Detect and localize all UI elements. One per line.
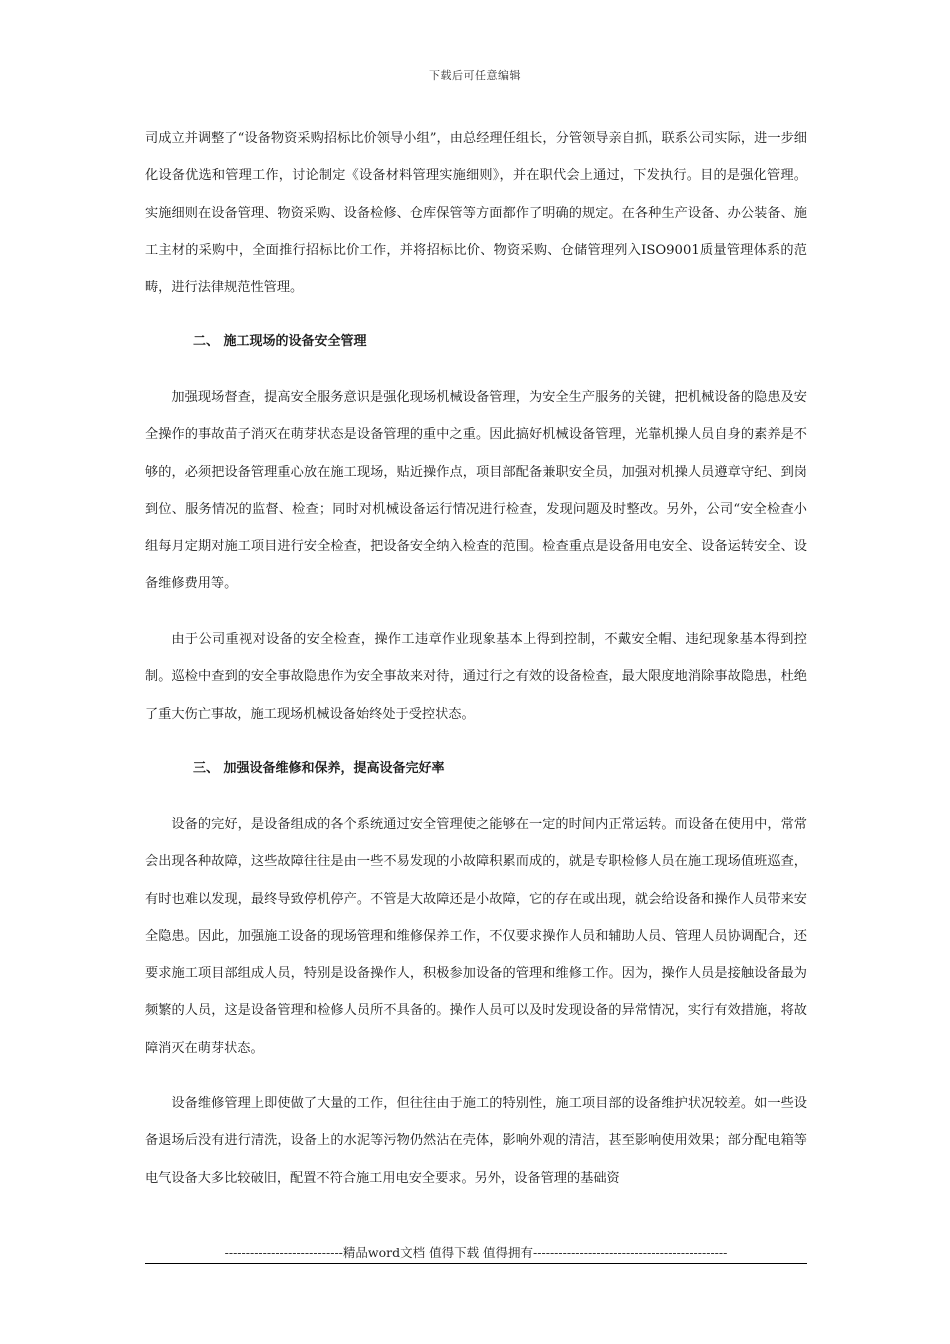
paragraph-5	[145, 1085, 807, 1197]
section-heading: 三、 加强设备维修和保养，提高设备完好率	[193, 761, 445, 776]
page-footer: ----------------------------精品word文档 值得下载 值得拥有----------------------------------------------	[224, 1245, 728, 1260]
body-paragraph: 设备的完好，是设备组成的各个系统通过安全管理使之能够在一定的时间内正常运转。而设备在使用中，常常会出现各种故障，这些故障往往是由一些不易发现的小故障积累而成的，就是专职检修人员在施工现场值班巡查，有时也难以发现，最终导致停机停产。不管是大故障还是小故障，它的存在或出现，就会给设备和操作人员带来安全隐患。因此，加强施工设备的现场管理和维修保养工作，不仅要求操作人员和辅助人员、管理人员协调配合，还要求施工项目部组成人员，特别是设备操作人，积极参加设备的管理和维修工作。因为，操作人员是接触设备最为频繁的人员，这是设备管理和检修人员所不具备的。操作人员可以及时发现设备的异常情况，实行有效措施，将故障消灭在萌芽状态。	[145, 817, 807, 1056]
section-heading: 二、 施工现场的设备安全管理	[193, 334, 367, 349]
paragraph-1	[145, 120, 807, 306]
footer-divider	[145, 1263, 807, 1264]
section-3-heading-block	[145, 750, 807, 787]
paragraph-3	[145, 621, 807, 733]
page-header: 下载后可任意编辑	[429, 69, 521, 82]
section-2-heading-block	[145, 323, 807, 360]
body-paragraph: 设备维修管理上即使做了大量的工作，但往往由于施工的特别性，施工项目部的设备维护状况较差。如一些设备退场后没有进行清洗，设备上的水泥等污物仍然沾在壳体，影响外观的清洁，甚至影响使用效果；部分配电箱等电气设备大多比较破旧，配置不符合施工用电安全要求。另外，设备管理的基础资	[145, 1096, 807, 1186]
paragraph-4	[145, 806, 807, 1067]
body-paragraph: 由于公司重视对设备的安全检查，操作工违章作业现象基本上得到控制，不戴安全帽、违纪现象基本得到控制。巡检中查到的安全事故隐患作为安全事故来对待，通过行之有效的设备检查，最大限度地消除事故隐患，杜绝了重大伤亡事故，施工现场机械设备始终处于受控状态。	[145, 632, 807, 722]
body-paragraph: 司成立并调整了“设备物资采购招标比价领导小组”，由总经理任组长，分管领导亲自抓，联系公司实际，进一步细化设备优选和管理工作，讨论制定《设备材料管理实施细则》，并在职代会上通过，下发执行。目的是强化管理。实施细则在设备管理、物资采购、设备检修、仓库保管等方面都作了明确的规定。在各种生产设备、办公装备、施工主材的采购中，全面推行招标比价工作，并将招标比价、物资采购、仓储管理列入ISO9001质量管理体系的范畴，进行法律规范性管理。	[145, 131, 807, 296]
paragraph-2	[145, 379, 807, 603]
body-paragraph: 加强现场督查，提高安全服务意识是强化现场机械设备管理，为安全生产服务的关键，把机械设备的隐患及安全操作的事故苗子消灭在萌芽状态是设备管理的重中之重。因此搞好机械设备管理，光靠机操人员自身的素养是不够的，必须把设备管理重心放在施工现场，贴近操作点，项目部配备兼职安全员，加强对机操人员遵章守纪、到岗到位、服务情况的监督、检查；同时对机械设备运行情况进行检查，发现问题及时整改。另外，公司“安全检查小组每月定期对施工项目进行安全检查，把设备安全纳入检查的范围。检查重点是设备用电安全、设备运转安全、设备维修费用等。	[145, 390, 807, 592]
